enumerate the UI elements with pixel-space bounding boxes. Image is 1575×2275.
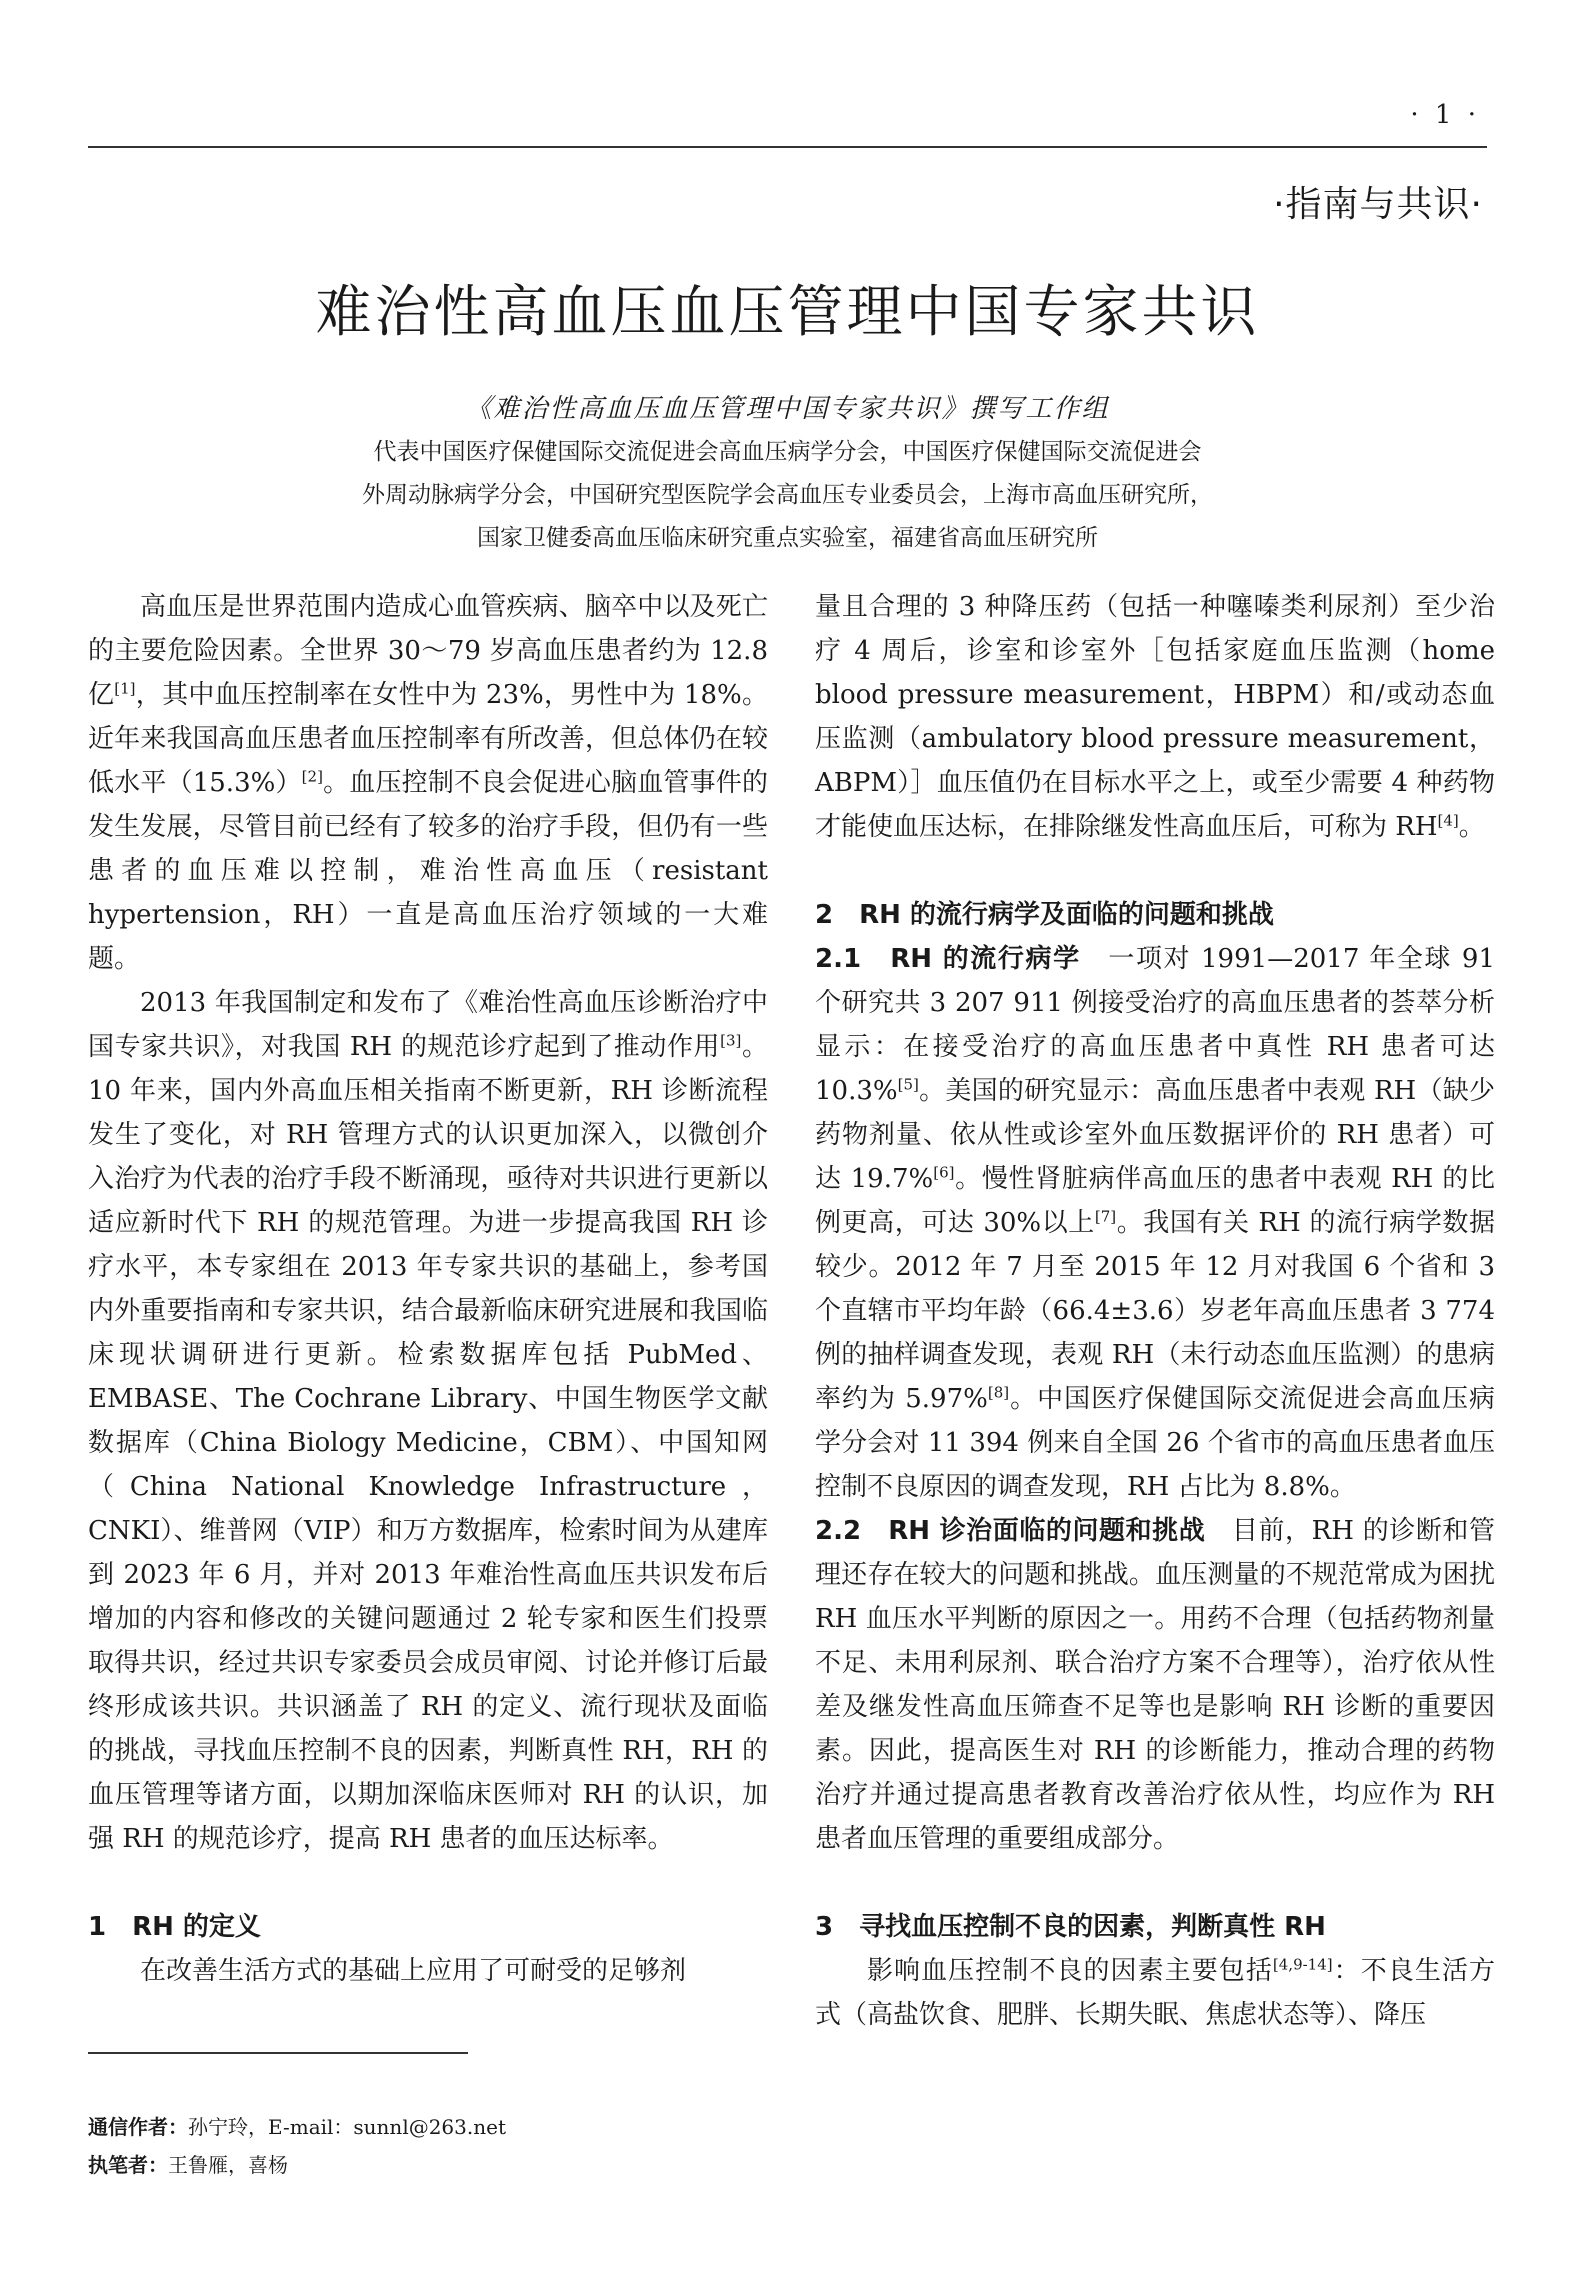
citation: [6] xyxy=(933,1163,955,1182)
footnote-label: 执笔者： xyxy=(88,2153,168,2177)
text-run: 。血压控制不良会促进心脑血管事件的发生发展，尽管目前已经有了较多的治疗手段，但仍有一些患者的血压难以控制，难治性高血压（resistant hypertension，RH）一直是高血压治疗领域的一大难题。 xyxy=(88,768,768,974)
citation: [2] xyxy=(301,767,323,786)
text-run: ，其中血压控制率在女性中为 23%，男性中为 18%。近年来我国高血压患者血压控制率有所改善，但总体仍在较低水平（15.3%） xyxy=(88,680,768,798)
writers xyxy=(88,2146,506,2184)
citation: [4,9-14] xyxy=(1272,1955,1333,1974)
text-run: 2013 年我国制定和发布了《难治性高血压诊断治疗中国专家共识》，对我国 RH 的规范诊疗起到了推动作用 xyxy=(88,988,768,1062)
body-paragraph xyxy=(815,1949,1495,2037)
footnotes xyxy=(88,2108,506,2184)
affiliation-line: 外周动脉病学分会，中国研究型医院学会高血压专业委员会，上海市高血压研究所， xyxy=(362,482,1213,508)
affiliation-line: 代表中国医疗保健国际交流促进会高血压病学分会，中国医疗保健国际交流促进会 xyxy=(373,439,1202,465)
body-paragraph: 在改善生活方式的基础上应用了可耐受的足够剂 xyxy=(140,1956,687,1986)
footnote-text: 王鲁雁，喜杨 xyxy=(168,2153,288,2177)
subsection-heading: 2.2 RH 诊治面临的问题和挑战 xyxy=(815,1516,1206,1546)
section-heading: 2 RH 的流行病学及面临的问题和挑战 xyxy=(815,900,1274,930)
author-group: 《难治性高血压血压管理中国专家共识》撰写工作组 xyxy=(465,394,1110,424)
text-run: 。美国的研究显示：高血压患者中表观 RH（缺少药物剂量、依从性或诊室外血压数据评价的 RH 患者）可达 19.7% xyxy=(815,1076,1495,1194)
citation: [8] xyxy=(987,1383,1010,1402)
text-run: 高血压是世界范围内造成心血管疾病、脑卒中以及死亡的主要危险因素。全世界 30～79 岁高血压患者约为 12.8 亿 xyxy=(88,592,768,710)
section-tag: ·指南与共识· xyxy=(1273,184,1483,225)
body-paragraph xyxy=(88,981,768,1861)
footnote-rule xyxy=(88,2052,468,2054)
text-run: 。中国医疗保健国际交流促进会高血压病学分会对 11 394 例来自全国 26 个省市的高血压患者血压控制不良原因的调查发现，RH 占比为 8.8%。 xyxy=(815,1384,1495,1502)
citation: [5] xyxy=(897,1075,919,1094)
article-title: 难治性高血压血压管理中国专家共识 xyxy=(315,280,1260,345)
right-column xyxy=(815,585,1495,2037)
text-run: 量且合理的 3 种降压药（包括一种噻嗪类利尿剂）至少治疗 4 周后，诊室和诊室外［包括家庭血压监测（home blood pressure measurement，HBPM）和/或动态血压监测（ambulatory blood pressure measurement，ABPM）］血压值仍在目标水平之上，或至少需要 4 种药物才能使血压达标，在排除继发性高血压后，可称为 RH xyxy=(815,592,1495,842)
text-run: 。慢性肾脏病伴高血压的患者中表观 RH 的比例更高，可达 30%以上 xyxy=(815,1164,1495,1238)
text-run: 目前，RH 的诊断和管理还存在较大的问题和挑战。血压测量的不规范常成为困扰 RH 血压水平判断的原因之一。用药不合理（包括药物剂量不足、未用利尿剂、联合治疗方案不合理等），治疗依从性差及继发性高血压筛查不足等也是影响 RH 诊断的重要因素。因此，提高医生对 RH 的诊断能力，推动合理的药物治疗并通过提高患者教育改善治疗依从性，均应作为 RH 患者血压管理的重要组成部分。 xyxy=(815,1516,1495,1854)
text-run: ：不良生活方式（高盐饮食、肥胖、长期失眠、焦虑状态等）、降压 xyxy=(815,1956,1495,2030)
text-run: 影响血压控制不良的因素主要包括 xyxy=(867,1956,1273,1986)
subsection-heading: 2.1 RH 的流行病学 xyxy=(815,944,1081,974)
section-heading: 1 RH 的定义 xyxy=(88,1912,261,1942)
corresponding-author xyxy=(88,2108,506,2146)
page-number: · 1 · xyxy=(1410,100,1480,130)
citation: [7] xyxy=(1094,1207,1117,1226)
citation: [3] xyxy=(720,1031,742,1050)
section-heading: 3 寻找血压控制不良的因素，判断真性 RH xyxy=(815,1912,1326,1942)
footnote-label: 通信作者： xyxy=(88,2115,188,2139)
author-affiliations xyxy=(300,388,1275,560)
text-run: 。10 年来，国内外高血压相关指南不断更新，RH 诊断流程发生了变化，对 RH 管理方式的认识更加深入，以微创介入治疗为代表的治疗手段不断涌现，亟待对共识进行更新以适应新时代下 RH 的规范管理。为进一步提高我国 RH 诊疗水平，本专家组在 2013 年专家共识的基础上，参考国内外重要指南和专家共识，结合最新临床研究进展和我国临床现状调研进行更新。检索数据库包括 PubMed、EMBASE、The Cochrane Library、中国生物医学文献数据库（China Biology Medicine，CBM）、中国知网（China National Knowledge Infrastructure，CNKI）、维普网（VIP）和万方数据库，检索时间为从建库到 2023 年 6 月，并对 2013 年难治性高血压共识发布后增加的内容和修改的关键问题通过 2 轮专家和医生们投票取得共识，经过共识专家委员会成员审阅、讨论并修订后最终形成该共识。共识涵盖了 RH 的定义、流行现状及面临的挑战，寻找血压控制不良的因素，判断真性 RH，RH 的血压管理等诸方面，以期加深临床医师对 RH 的认识，加强 RH 的规范诊疗，提高 RH 患者的血压达标率。 xyxy=(88,1032,768,1854)
affiliation-line: 国家卫健委高血压临床研究重点实验室，福建省高血压研究所 xyxy=(477,525,1098,551)
body-paragraph xyxy=(815,585,1495,849)
body-paragraph xyxy=(88,585,768,981)
left-column xyxy=(88,585,768,1993)
footnote-text: 孙宁玲，E-mail：sunnl@263.net xyxy=(188,2115,506,2139)
text-run: 一项对 1991—2017 年全球 91 个研究共 3 207 911 例接受治疗的高血压患者的荟萃分析显示：在接受治疗的高血压患者中真性 RH 患者可达 10.3% xyxy=(815,944,1495,1106)
header-rule xyxy=(88,146,1487,148)
text-run: 。我国有关 RH 的流行病学数据较少。2012 年 7 月至 2015 年 12 月对我国 6 个省和 3 个直辖市平均年龄（66.4±3.6）岁老年高血压患者 3 774 例的抽样调查发现，表观 RH（未行动态血压监测）的患病率约为 5.97% xyxy=(815,1208,1496,1414)
text-run: 。 xyxy=(1458,812,1485,842)
citation: [1] xyxy=(114,679,136,698)
citation: [4] xyxy=(1437,811,1459,830)
